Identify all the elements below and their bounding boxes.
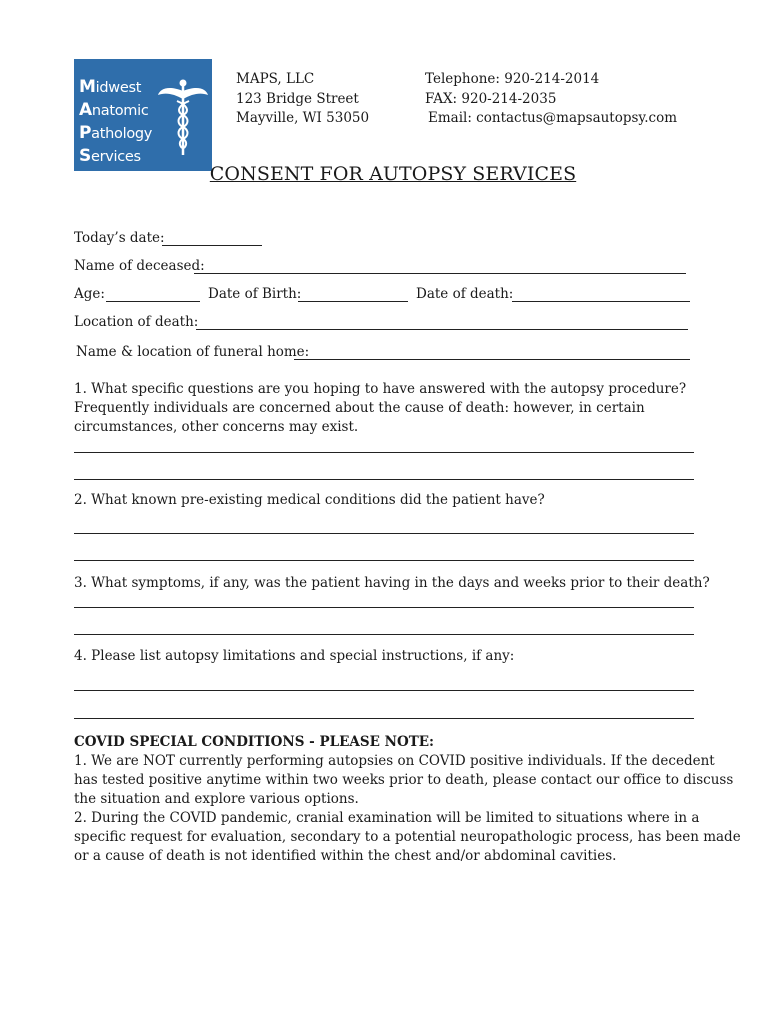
dod-label: Date of death: <box>416 286 514 302</box>
location-death-field[interactable] <box>196 329 688 330</box>
dod-field[interactable] <box>512 301 690 302</box>
company-logo <box>74 59 212 171</box>
location-death-label: Location of death: <box>74 314 199 330</box>
question-2: 2. What known pre-existing medical conditions did the patient have? <box>74 492 545 508</box>
company-telephone: Telephone: 920-214-2014 <box>425 71 600 87</box>
todays-date-label: Today’s date: <box>74 230 165 246</box>
company-street: 123 Bridge Street <box>236 90 359 107</box>
todays-date-field[interactable] <box>162 245 262 246</box>
answer-4-line-1[interactable] <box>74 690 694 691</box>
page-title: CONSENT FOR AUTOPSY SERVICES <box>209 163 577 185</box>
caduceus-icon <box>158 77 208 157</box>
company-city: Mayville, WI 53050 <box>236 110 370 126</box>
company-contact <box>425 70 677 129</box>
logo-text: Midwest Anatomic Pathology Services <box>79 77 153 166</box>
covid-note-2: 2. During the COVID pandemic, cranial examination will be limited to situations where in a specific request for evaluation, secondary to a potential neuropathologic process, has been made or a cause of death is not identified within the chest and/or abdominal cavities. <box>74 810 741 864</box>
age-label: Age: <box>74 286 105 302</box>
answer-1-line-1[interactable] <box>74 452 694 453</box>
answer-2-line-2[interactable] <box>74 560 694 561</box>
company-name: MAPS, LLC <box>236 71 315 87</box>
covid-heading: COVID SPECIAL CONDITIONS - PLEASE NOTE: <box>74 734 435 750</box>
company-address <box>236 70 369 129</box>
question-1: 1. What specific questions are you hoping to have answered with the autopsy procedure? Frequently individuals are concerned about the cause of death: however, in certain circumstances, other concerns may exist. <box>74 381 687 435</box>
answer-1-line-2[interactable] <box>74 479 694 480</box>
question-3: 3. What symptoms, if any, was the patient having in the days and weeks prior to their death? <box>74 575 710 591</box>
name-deceased-label: Name of deceased: <box>74 258 205 274</box>
answer-4-line-2[interactable] <box>74 718 694 719</box>
answer-3-line-1[interactable] <box>74 607 694 608</box>
company-fax: FAX: 920-214-2035 <box>425 90 557 107</box>
question-4: 4. Please list autopsy limitations and special instructions, if any: <box>74 648 515 664</box>
age-field[interactable] <box>106 301 200 302</box>
covid-note-1: 1. We are NOT currently performing autopsies on COVID positive individuals. If the decedent has tested positive anytime within two weeks prior to death, please contact our office to discuss the situation and explore various options. <box>74 753 734 807</box>
funeral-home-label: Name & location of funeral home: <box>76 344 310 360</box>
funeral-home-field[interactable] <box>294 359 690 360</box>
answer-3-line-2[interactable] <box>74 634 694 635</box>
dob-label: Date of Birth: <box>208 286 302 302</box>
company-email: Email: contactus@mapsautopsy.com <box>428 110 678 126</box>
dob-field[interactable] <box>298 301 408 302</box>
answer-2-line-1[interactable] <box>74 533 694 534</box>
name-deceased-field[interactable] <box>194 273 686 274</box>
